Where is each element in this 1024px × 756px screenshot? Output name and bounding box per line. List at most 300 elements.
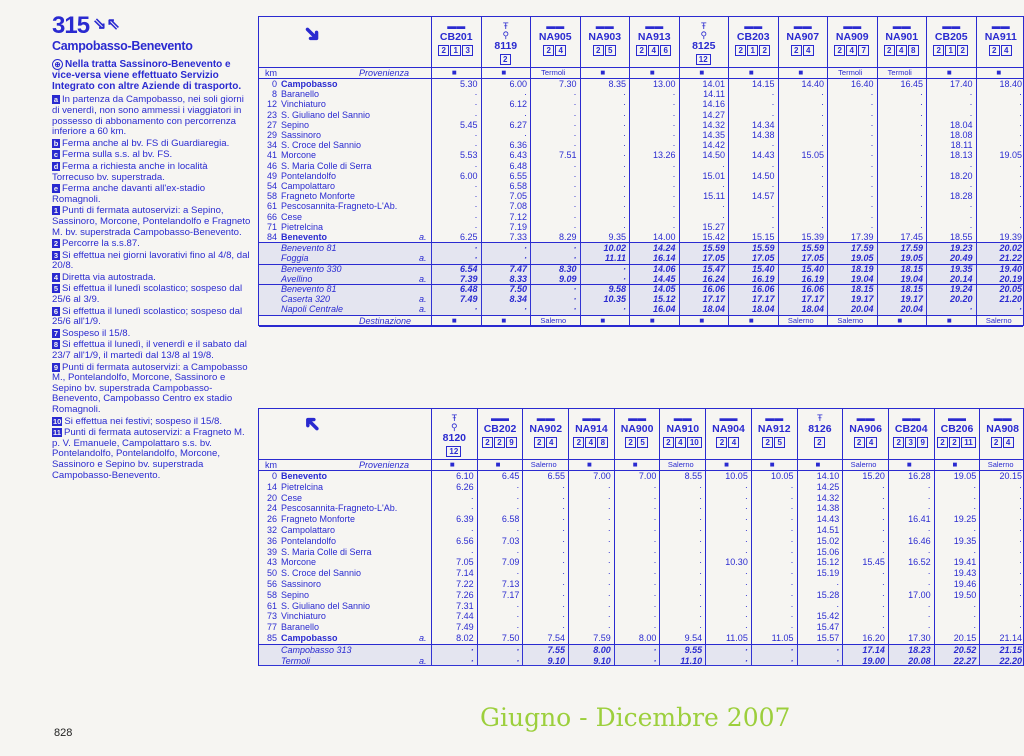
time-cell: · (881, 492, 885, 503)
station-name: Cese (281, 492, 303, 503)
time-cell: · (573, 140, 577, 151)
time-cell: 17.39 (850, 232, 874, 242)
connection-time: 8.34 (509, 294, 527, 305)
time-cell: · (973, 546, 977, 557)
connection-time: 17.17 (702, 294, 725, 305)
time-cell: · (1019, 89, 1022, 100)
connection-time: 15.59 (702, 243, 725, 254)
connection-row (259, 274, 1023, 284)
time-cell: · (821, 99, 824, 110)
km-value: 14 (266, 481, 277, 492)
note-item (52, 307, 252, 328)
note-text: Si effettua il lunedì scolastico; sospeso dal 25/6 al 3/9. (52, 283, 243, 306)
service-box: 12 (446, 446, 461, 457)
arrival-flag: a. (419, 294, 427, 305)
time-cell: · (699, 514, 703, 525)
note-text: Punti di fermata autoservizi: a Sepino, Sassinoro, Morcone, Pontelandolfo e Fragneto M. bv. superstrada Campobasso-Benevento. (52, 205, 251, 238)
connection-time: 18.15 (900, 263, 923, 274)
destination-cell: ■ (600, 315, 606, 325)
time-cell: · (516, 492, 520, 503)
table-row (259, 471, 1023, 482)
time-cell: · (699, 579, 703, 589)
time-cell: 15.28 (816, 589, 840, 600)
time-cell: · (920, 150, 923, 161)
time-cell: 7.44 (456, 611, 474, 622)
service-box: 4 (803, 45, 814, 56)
connection-time: · (516, 644, 520, 655)
time-cell: 14.40 (801, 79, 824, 89)
time-cell: · (653, 546, 657, 557)
connection-time: 20.02 (999, 243, 1022, 254)
time-cell: · (744, 622, 748, 633)
connection-time: 19.17 (900, 294, 923, 305)
bus-icon: ▬▬ (942, 21, 961, 31)
train-code: NA906 (849, 423, 882, 435)
time-cell: · (1018, 568, 1022, 579)
bus-icon: ▬▬ (546, 21, 565, 31)
time-cell: · (1018, 589, 1022, 600)
service-boxes (523, 437, 568, 448)
time-cell: · (573, 160, 577, 171)
time-cell: · (516, 546, 520, 557)
service-box: 2 (735, 45, 746, 56)
time-cell: 7.33 (509, 232, 527, 242)
destination-cell: ■ (501, 315, 507, 325)
table-row (259, 110, 1023, 120)
time-cell: 18.04 (949, 119, 973, 130)
train-code: NA908 (986, 423, 1019, 435)
time-cell: · (672, 140, 676, 151)
time-cell: · (744, 481, 748, 492)
destination-cell: Salerno (985, 315, 1012, 325)
time-cell: · (516, 600, 520, 611)
time-cell: 7.17 (501, 589, 520, 600)
time-cell: · (562, 611, 566, 622)
time-cell: · (474, 130, 478, 140)
connection-row (259, 304, 1023, 314)
note-text: In partenza da Campobasso, nei soli giorni di venerdì, non sono ammessi i viaggiatori in possesso di abbonamento con percorrenza inferiore a 60 km. (52, 94, 244, 138)
connection-time: 21.15 (999, 644, 1022, 655)
time-cell: 14.32 (702, 119, 725, 130)
destination-cell: ■ (699, 315, 705, 325)
provenance-cell: ■ (996, 68, 1002, 77)
note-symbol: 1 (53, 206, 59, 216)
time-cell: · (1019, 160, 1022, 171)
time-cell: · (699, 589, 703, 600)
service-boxes (680, 54, 729, 65)
time-cell: · (562, 525, 566, 535)
time-cell: · (790, 622, 794, 633)
connection-time: 19.35 (949, 263, 973, 274)
service-boxes (660, 437, 705, 448)
service-box: 2 (593, 45, 604, 56)
time-cell: · (699, 622, 703, 633)
time-cell: · (821, 109, 824, 120)
time-cell: 6.58 (509, 181, 527, 191)
time-cell: 10.30 (725, 557, 748, 568)
train-icon: Ŧ (503, 21, 509, 31)
provenance-cell: ■ (724, 460, 729, 469)
time-cell: 19.25 (953, 514, 977, 525)
provenance-cell: ■ (586, 460, 592, 469)
time-cell: 6.27 (509, 119, 527, 130)
time-cell: 15.57 (816, 633, 840, 643)
time-cell: 19.35 (953, 535, 977, 546)
connection-time: 17.17 (751, 294, 775, 305)
train-code: NA901 (885, 31, 919, 43)
time-cell: · (562, 600, 566, 611)
time-cell: · (790, 535, 794, 546)
time-cell: · (920, 89, 923, 100)
service-box: 9 (917, 437, 928, 448)
time-cell: · (653, 611, 657, 622)
bike-icon: ⚲ (451, 422, 458, 432)
table-row (259, 212, 1023, 222)
bus-icon: ▬▬ (582, 413, 601, 423)
time-cell: · (672, 109, 676, 120)
time-cell: · (1018, 557, 1022, 568)
time-cell: · (474, 221, 478, 232)
time-cell: 7.08 (509, 201, 527, 212)
station-name: S. Maria Colle di Serra (281, 546, 372, 557)
footer-title: Giugno - Dicembre 2007 (480, 703, 791, 732)
time-cell: · (881, 589, 885, 600)
time-cell: 13.26 (652, 150, 676, 161)
station-name: Baranello (281, 89, 320, 100)
time-cell: 14.16 (702, 99, 725, 110)
time-cell: · (623, 160, 626, 171)
time-cell: 15.45 (862, 557, 885, 568)
destination-label: Destinazione (359, 315, 412, 326)
table-row (259, 79, 1023, 89)
bike-icon: ⚲ (700, 30, 708, 40)
time-cell: · (573, 99, 577, 110)
connection-time: 9.09 (558, 273, 577, 284)
connection-time: 20.04 (850, 304, 874, 315)
time-cell: 15.42 (816, 611, 840, 622)
connection-time: 15.40 (751, 263, 775, 274)
time-cell: · (973, 492, 977, 503)
note-symbol: 9 (53, 362, 59, 372)
time-cell: · (920, 221, 923, 232)
time-cell: · (562, 492, 566, 503)
connection-row (259, 656, 1023, 667)
time-cell: 15.27 (702, 221, 725, 232)
connection-row (259, 284, 1023, 294)
time-cell: · (790, 611, 794, 622)
station-name: Fragneto Monforte (281, 514, 356, 525)
arrival-flag: a. (419, 304, 427, 315)
station-name: Pontelandolfo (281, 535, 337, 546)
connection-station: Benevento 330 (281, 263, 342, 274)
time-cell: · (821, 221, 824, 232)
time-cell: · (1018, 535, 1022, 546)
note-text: Sospeso il 15/8. (62, 327, 131, 339)
time-cell: 7.54 (547, 633, 566, 643)
station-name: Sassinoro (281, 130, 322, 140)
time-cell: · (470, 503, 474, 514)
time-cell: 18.13 (949, 150, 973, 161)
connection-time: 18.04 (801, 304, 824, 315)
service-box: 8 (908, 45, 919, 56)
time-cell: · (821, 119, 824, 130)
service-box: 2 (625, 437, 636, 448)
arrival-flag: a. (419, 633, 427, 643)
train-code: NA900 (620, 423, 654, 435)
time-cell: 7.00 (593, 471, 611, 481)
time-cell: · (653, 600, 657, 611)
service-boxes (752, 437, 797, 448)
time-cell: 17.45 (900, 232, 923, 242)
service-box: 3 (905, 437, 916, 448)
notes-list (52, 59, 252, 481)
km-value: 0 (271, 79, 277, 89)
connection-time: 8.30 (558, 263, 577, 274)
time-cell: · (881, 546, 885, 557)
time-cell: 18.11 (950, 140, 973, 151)
connection-time: · (524, 243, 527, 254)
time-cell: · (870, 191, 874, 202)
provenance-cell: ■ (815, 460, 821, 469)
connection-time: 16.04 (652, 304, 676, 315)
time-cell: 8.29 (558, 232, 577, 242)
time-cell: · (881, 514, 885, 525)
time-cell: · (821, 181, 824, 191)
time-cell: 11.05 (725, 633, 748, 643)
km-value: 61 (266, 201, 277, 212)
time-cell: · (927, 600, 931, 611)
time-cell: · (821, 211, 824, 222)
service-box: 2 (482, 437, 493, 448)
service-box: 4 (1003, 437, 1014, 448)
time-cell: · (474, 191, 478, 202)
time-cell: · (470, 492, 474, 503)
bus-icon: ▬▬ (536, 413, 555, 423)
connection-time: 19.23 (949, 243, 973, 254)
note-text: Ferma a richiesta anche in località Torrecuso bv. superstrada. (52, 160, 208, 183)
connection-time: 20.20 (949, 294, 973, 305)
table-row (259, 232, 1023, 242)
provenance-cell: ■ (600, 68, 606, 77)
time-cell: 15.19 (816, 568, 840, 579)
bus-icon: ▬▬ (744, 21, 763, 31)
note-text: Nella tratta Sassinoro-Benevento e vice-versa viene effettuato Servizio Integrato con altre Aziende di trasporto. (52, 59, 242, 92)
service-box: 4 (546, 437, 557, 448)
service-box: 2 (500, 54, 511, 65)
time-cell: · (870, 119, 874, 130)
time-cell: 8.00 (638, 633, 657, 643)
service-box: 4 (896, 45, 907, 56)
time-cell: · (790, 525, 794, 535)
service-boxes (581, 45, 630, 56)
time-cell: · (1019, 130, 1022, 140)
time-cell: · (1019, 119, 1022, 130)
group-divider (259, 264, 1023, 265)
destination-cell: ■ (748, 315, 754, 325)
time-cell: · (573, 89, 577, 100)
time-cell: · (672, 130, 676, 140)
km-value: 56 (266, 579, 277, 589)
service-boxes (615, 437, 660, 448)
time-cell: · (821, 170, 824, 181)
station-name: Pietrelcina (281, 481, 324, 492)
service-box: 2 (991, 437, 1002, 448)
time-cell: · (1018, 579, 1022, 589)
service-box: 4 (846, 45, 857, 56)
time-cell: 14.50 (751, 170, 775, 181)
service-box: 2 (834, 45, 845, 56)
note-item (52, 184, 252, 205)
time-cell: · (790, 589, 794, 600)
service-box: 9 (506, 437, 517, 448)
time-cell: · (790, 568, 794, 579)
station-name: Campolattaro (281, 525, 336, 535)
km-value: 39 (266, 546, 277, 557)
table-row (259, 568, 1023, 579)
time-cell: · (1018, 503, 1022, 514)
time-cell: · (790, 481, 794, 492)
connection-time: 22.27 (953, 655, 977, 666)
time-cell: 10.05 (771, 471, 794, 481)
time-cell: 15.01 (702, 170, 725, 181)
note-symbol: 5 (53, 284, 59, 294)
time-cell: · (623, 221, 626, 232)
time-cell: · (653, 481, 657, 492)
destination-cell: ■ (897, 315, 903, 325)
time-cell: 19.50 (953, 589, 977, 600)
service-boxes (935, 437, 980, 448)
service-box: 2 (957, 45, 968, 56)
station-name: S. Croce del Sannio (281, 140, 362, 151)
connection-time: 15.12 (652, 294, 676, 305)
table-row (259, 99, 1023, 109)
service-box: 2 (762, 437, 773, 448)
connection-time: 20.19 (999, 273, 1022, 284)
destination-row (259, 316, 1023, 326)
service-box: 2 (854, 437, 865, 448)
km-value: 61 (266, 600, 277, 611)
service-box: 1 (450, 45, 461, 56)
connection-time: 19.05 (900, 253, 923, 264)
time-cell: · (562, 622, 566, 633)
time-cell: 19.39 (999, 232, 1022, 242)
bus-icon: ▬▬ (793, 21, 812, 31)
train-code: 8125 (692, 40, 716, 52)
time-cell: · (474, 160, 478, 171)
time-cell: · (969, 201, 973, 212)
time-cell: · (790, 546, 794, 557)
connection-station: Avellino (281, 273, 313, 284)
time-cell: 16.40 (850, 79, 874, 89)
connection-row (259, 243, 1023, 253)
time-cell: · (653, 557, 657, 568)
train-code: CB205 (934, 31, 968, 43)
time-cell: · (516, 568, 520, 579)
service-box: 11 (961, 437, 976, 448)
time-cell: · (607, 535, 611, 546)
time-cell: · (474, 89, 478, 100)
connection-time: 16.06 (801, 284, 824, 294)
note-symbol: 8 (53, 340, 59, 350)
time-cell: 6.36 (509, 140, 527, 151)
service-box: 2 (949, 437, 960, 448)
note-symbol: a (53, 95, 59, 105)
arrival-flag: a. (419, 655, 427, 666)
time-cell: · (870, 221, 874, 232)
time-cell: · (881, 600, 885, 611)
time-cell: · (516, 503, 520, 514)
time-cell: · (836, 600, 840, 611)
time-cell: · (573, 221, 577, 232)
service-box: 2 (933, 45, 944, 56)
time-cell: · (771, 140, 775, 151)
time-cell: 15.02 (816, 535, 840, 546)
time-cell: · (623, 130, 626, 140)
note-text: Si effettua nei giorni lavorativi fino al 4/8, dal 20/8. (52, 249, 250, 272)
connection-time: 7.39 (459, 273, 478, 284)
connection-time: 17.59 (900, 243, 923, 254)
time-cell: 20.15 (999, 471, 1022, 481)
table-row (259, 536, 1023, 547)
time-cell: 7.05 (509, 191, 527, 202)
time-cell: · (969, 160, 973, 171)
service-box: 8 (597, 437, 608, 448)
connection-time: 14.24 (652, 243, 676, 254)
time-cell: · (870, 211, 874, 222)
service-boxes (569, 437, 614, 448)
time-cell: · (699, 600, 703, 611)
time-cell: 16.20 (862, 633, 885, 643)
note-item (52, 329, 252, 340)
time-cell: · (973, 622, 977, 633)
time-cell: 20.15 (953, 633, 977, 643)
service-box: 2 (663, 437, 674, 448)
time-cell: · (836, 579, 840, 589)
time-cell: · (927, 525, 931, 535)
time-cell: 6.00 (459, 170, 478, 181)
connection-time: · (790, 655, 794, 666)
connection-time: 16.19 (801, 273, 824, 284)
service-box: 2 (791, 45, 802, 56)
connection-time: 16.14 (652, 253, 676, 264)
table-row (259, 171, 1023, 181)
time-cell: 7.51 (558, 150, 577, 161)
bus-icon: ▬▬ (673, 413, 692, 423)
station-name: S. Giuliano del Sannio (281, 600, 371, 611)
timetable-benevento-campobasso (258, 408, 1024, 666)
time-cell: · (821, 191, 824, 202)
table-row (259, 514, 1023, 525)
direction-arrow-icon: ➜ (296, 408, 328, 440)
km-header: km (265, 68, 277, 78)
time-cell: · (1019, 99, 1022, 110)
table-row (259, 222, 1023, 232)
time-cell: · (920, 191, 923, 202)
destination-cell: ■ (946, 315, 952, 325)
connection-time: 9.10 (547, 655, 566, 666)
time-cell: · (722, 211, 725, 222)
service-box: 4 (648, 45, 659, 56)
table-row (259, 590, 1023, 601)
time-cell: · (607, 579, 611, 589)
direction-arrow-icon: ➜ (297, 18, 328, 50)
km-value: 41 (266, 150, 277, 161)
station-name: Morcone (281, 150, 317, 161)
destination-cell: ■ (649, 315, 655, 325)
time-cell: · (524, 89, 527, 100)
service-boxes (878, 45, 927, 56)
time-cell: · (672, 191, 676, 202)
